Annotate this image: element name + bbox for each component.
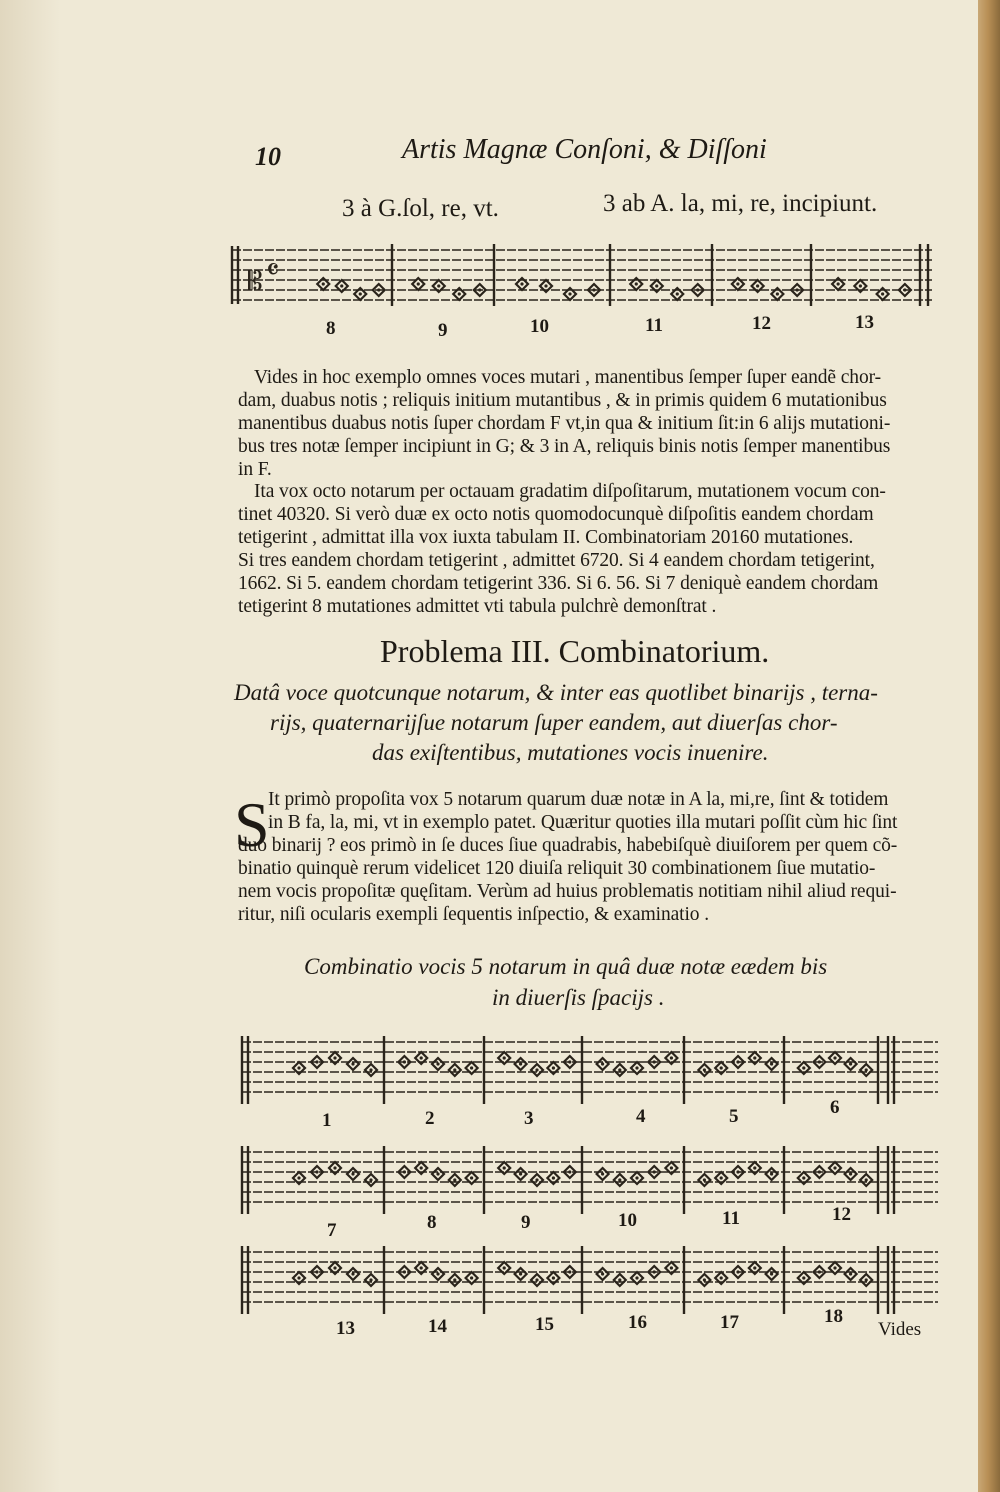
staff-lines [242, 1152, 938, 1202]
example1-caption-left: 3 à G.ſol, re, vt. [342, 195, 499, 222]
page-number: 10 [255, 142, 281, 171]
example-label: 4 [636, 1106, 646, 1127]
catchword: Vides [878, 1319, 922, 1340]
text-line: ritur, niſi ocularis exempli ſequentis inſpectio, & examinatio . [238, 904, 709, 925]
example-label: 2 [425, 1108, 435, 1129]
text-line: tetigerint 8 mutationes admittet vti tabula pulchrè demonſtrat . [238, 596, 717, 617]
subheading-line: rijs, quaternarijſue notarum ſuper eandem, aut diuerſas chor- [270, 710, 838, 735]
example-label: 11 [722, 1208, 740, 1229]
example-label: 11 [645, 315, 663, 336]
text-line: duo binarij ? eos primò in ſe duces ſiue quadrabis, habebiſquè diuiſorem per quem cõ- [238, 835, 898, 856]
time-signature: 𝄴 [266, 253, 280, 288]
text-line: in B fa, la, mi, vt in exemplo patet. Quæritur quoties illa mutari poſſit cùm hic ſint [268, 812, 898, 833]
text-line: in F. [238, 459, 272, 480]
example-label: 5 [729, 1106, 739, 1127]
staff-lines [232, 250, 932, 300]
example-label: 18 [824, 1306, 843, 1327]
staff-lines [242, 1042, 938, 1092]
example-label: 12 [832, 1204, 851, 1225]
example-label: 16 [628, 1312, 647, 1333]
example-label: 9 [521, 1212, 531, 1233]
example-label: 1 [322, 1110, 332, 1131]
text-line: Si tres eandem chordam tetigerint , admittet 6720. Si 4 eandem chordam tetigerint, [238, 550, 875, 571]
text-line: 1662. Si 5. eandem chordam tetigerint 336. Si 6. 56. Si 7 deniquè eandem chordam [238, 573, 879, 594]
text-line: manentibus duabus notis ſuper chordam F vt,in qua & initium ſit:in 6 alijs mutationi- [238, 413, 891, 434]
text-line: Vides in hoc exemplo omnes voces mutari , manentibus ſemper ſuper eandẽ chor- [254, 367, 882, 388]
text-line: tinet 40320. Si verò duæ ex octo notis quomodocunquè diſpoſitis eandem chordam [238, 504, 874, 525]
example-label: 10 [530, 316, 549, 337]
example-label: 14 [428, 1316, 447, 1337]
example-label: 17 [720, 1312, 739, 1333]
note-heads [317, 278, 911, 300]
bar-lines [242, 1246, 894, 1314]
example-label: 9 [438, 320, 448, 341]
example-label: 13 [855, 312, 874, 333]
example-title-line: Combinatio vocis 5 notarum in quâ duæ notæ eædem bis [304, 954, 828, 979]
text-line: tetigerint , admittat illa vox iuxta tabulam II. Combinatoriam 20160 mutationes. [238, 527, 854, 548]
subheading-line: das exiſtentibus, mutationes vocis inuenire. [372, 740, 769, 765]
page-gutter-shadow [0, 0, 60, 1492]
text-line: bus tres notæ ſemper incipiunt in G; & 3 in A, reliquis binis notis ſemper manentibus [238, 436, 891, 457]
text-line: dam, duabus notis ; reliquis initium mutantibus , & in primis quidem 6 mutationibus [238, 390, 887, 411]
example-title-line: in diuerſis ſpacijs . [492, 985, 665, 1010]
example-label: 7 [327, 1220, 337, 1241]
example-label: 12 [752, 313, 771, 334]
example-label: 8 [326, 318, 336, 339]
example-label: 15 [535, 1314, 554, 1335]
music-staff-example1 [228, 240, 940, 310]
bar-lines [242, 1036, 894, 1104]
example-label: 3 [524, 1108, 534, 1129]
example1-caption-right: 3 ab A. la, mi, re, incipiunt. [603, 190, 878, 217]
example-label: 6 [830, 1097, 840, 1118]
subheading-line: Datâ voce quotcunque notarum, & inter eas quotlibet binarijs , terna- [234, 680, 878, 705]
text-line: nem vocis propoſitæ quęſitam. Verùm ad huius problematis notitiam nihil aliud requi- [238, 881, 897, 902]
running-head: Artis Magnæ Conſoni, & Diſſoni [402, 134, 767, 165]
example-label: 8 [427, 1212, 437, 1233]
drop-capital: S [234, 789, 270, 860]
example-label: 13 [336, 1318, 355, 1339]
section-heading: Problema III. Combinatorium. [380, 633, 770, 669]
bar-lines [242, 1146, 894, 1214]
staff-lines [242, 1252, 938, 1302]
text-line: binatio quinquè rerum videlicet 120 diuiſa reliquit 30 combinationem ſiue mutatio- [238, 858, 876, 879]
book-binding-edge [978, 0, 1000, 1492]
text-line: Ita vox octo notarum per octauam gradatim diſpoſitarum, mutationem vocum con- [254, 481, 886, 502]
example-label: 10 [618, 1210, 637, 1231]
text-line: It primò propoſita vox 5 notarum quarum duæ notæ in A la, mi,re, ſint & totidem [268, 789, 889, 810]
clef-symbol: 𝄡 [248, 267, 263, 297]
